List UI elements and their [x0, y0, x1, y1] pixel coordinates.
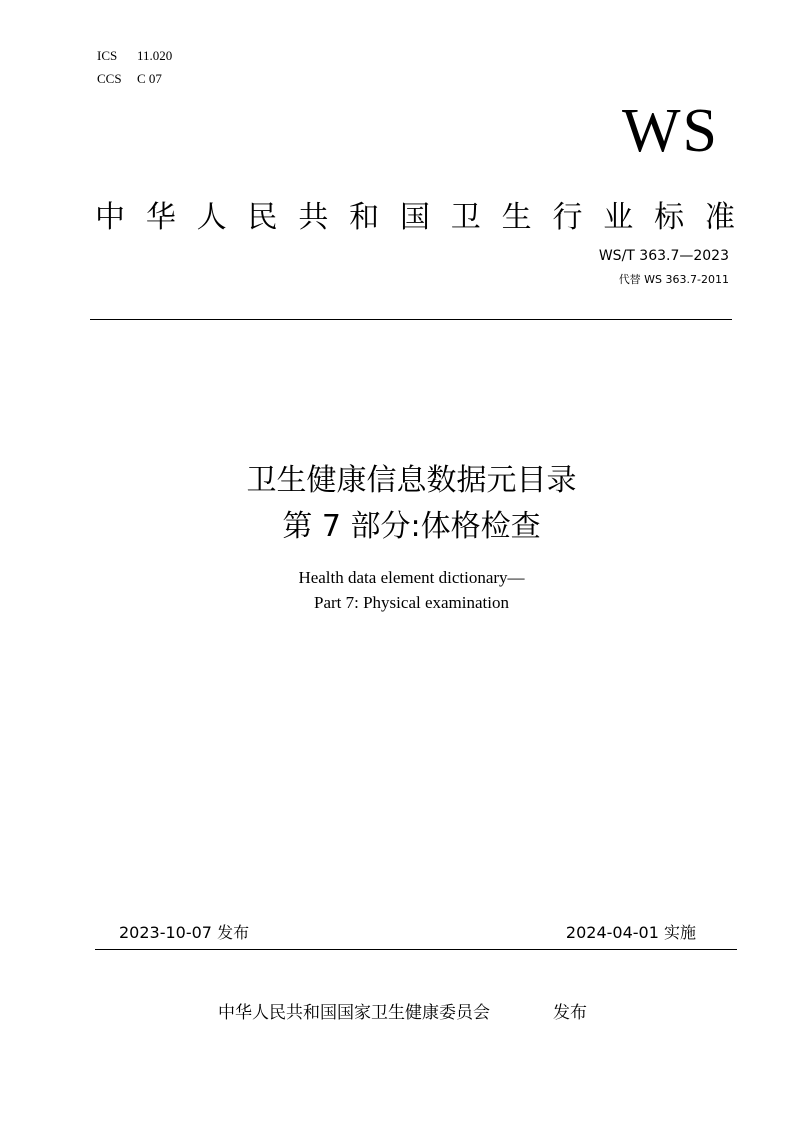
ccs-label: CCS	[97, 71, 122, 86]
standard-type-char: 业	[603, 200, 634, 235]
standard-type-char: 标	[654, 200, 685, 235]
ics-label: ICS	[97, 48, 118, 63]
replaces-note: 代替 WS 363.7-2011	[618, 273, 729, 286]
standard-type-char: 卫	[450, 200, 481, 235]
publisher-action: 发布	[553, 1003, 587, 1023]
standard-type-char: 民	[247, 200, 278, 235]
ccs-value: C 07	[137, 71, 162, 86]
title-en-line1: Health data element dictionary—	[298, 568, 525, 587]
standard-type-char: 人	[196, 200, 227, 235]
ccs-code	[97, 71, 162, 87]
ics-code	[97, 48, 172, 64]
standard-type-char: 华	[145, 200, 176, 235]
footer-divider	[95, 949, 737, 950]
standard-type-char: 行	[552, 200, 583, 235]
title-cn-line2: 第 7 部分:体格检查	[282, 509, 541, 544]
header-divider	[90, 319, 732, 320]
publisher-name: 中华人民共和国国家卫生健康委员会	[218, 1003, 490, 1023]
standard-type-char: 中	[95, 200, 125, 235]
standard-type-char: 准	[704, 200, 735, 235]
standard-mark: WS	[622, 97, 719, 165]
standard-type-char: 国	[399, 200, 430, 235]
title-cn-line1: 卫生健康信息数据元目录	[246, 463, 577, 498]
standard-number: WS/T 363.7—2023	[598, 248, 729, 264]
standard-type-heading	[95, 198, 735, 238]
standard-type-char: 生	[501, 200, 532, 235]
issue-date: 2023-10-07 发布	[119, 923, 250, 942]
implement-date: 2024-04-01 实施	[565, 923, 696, 942]
ics-value: 11.020	[137, 48, 173, 63]
standard-type-char: 和	[349, 200, 380, 235]
title-en-line2: Part 7: Physical examination	[314, 593, 509, 612]
standard-type-char: 共	[298, 200, 329, 235]
